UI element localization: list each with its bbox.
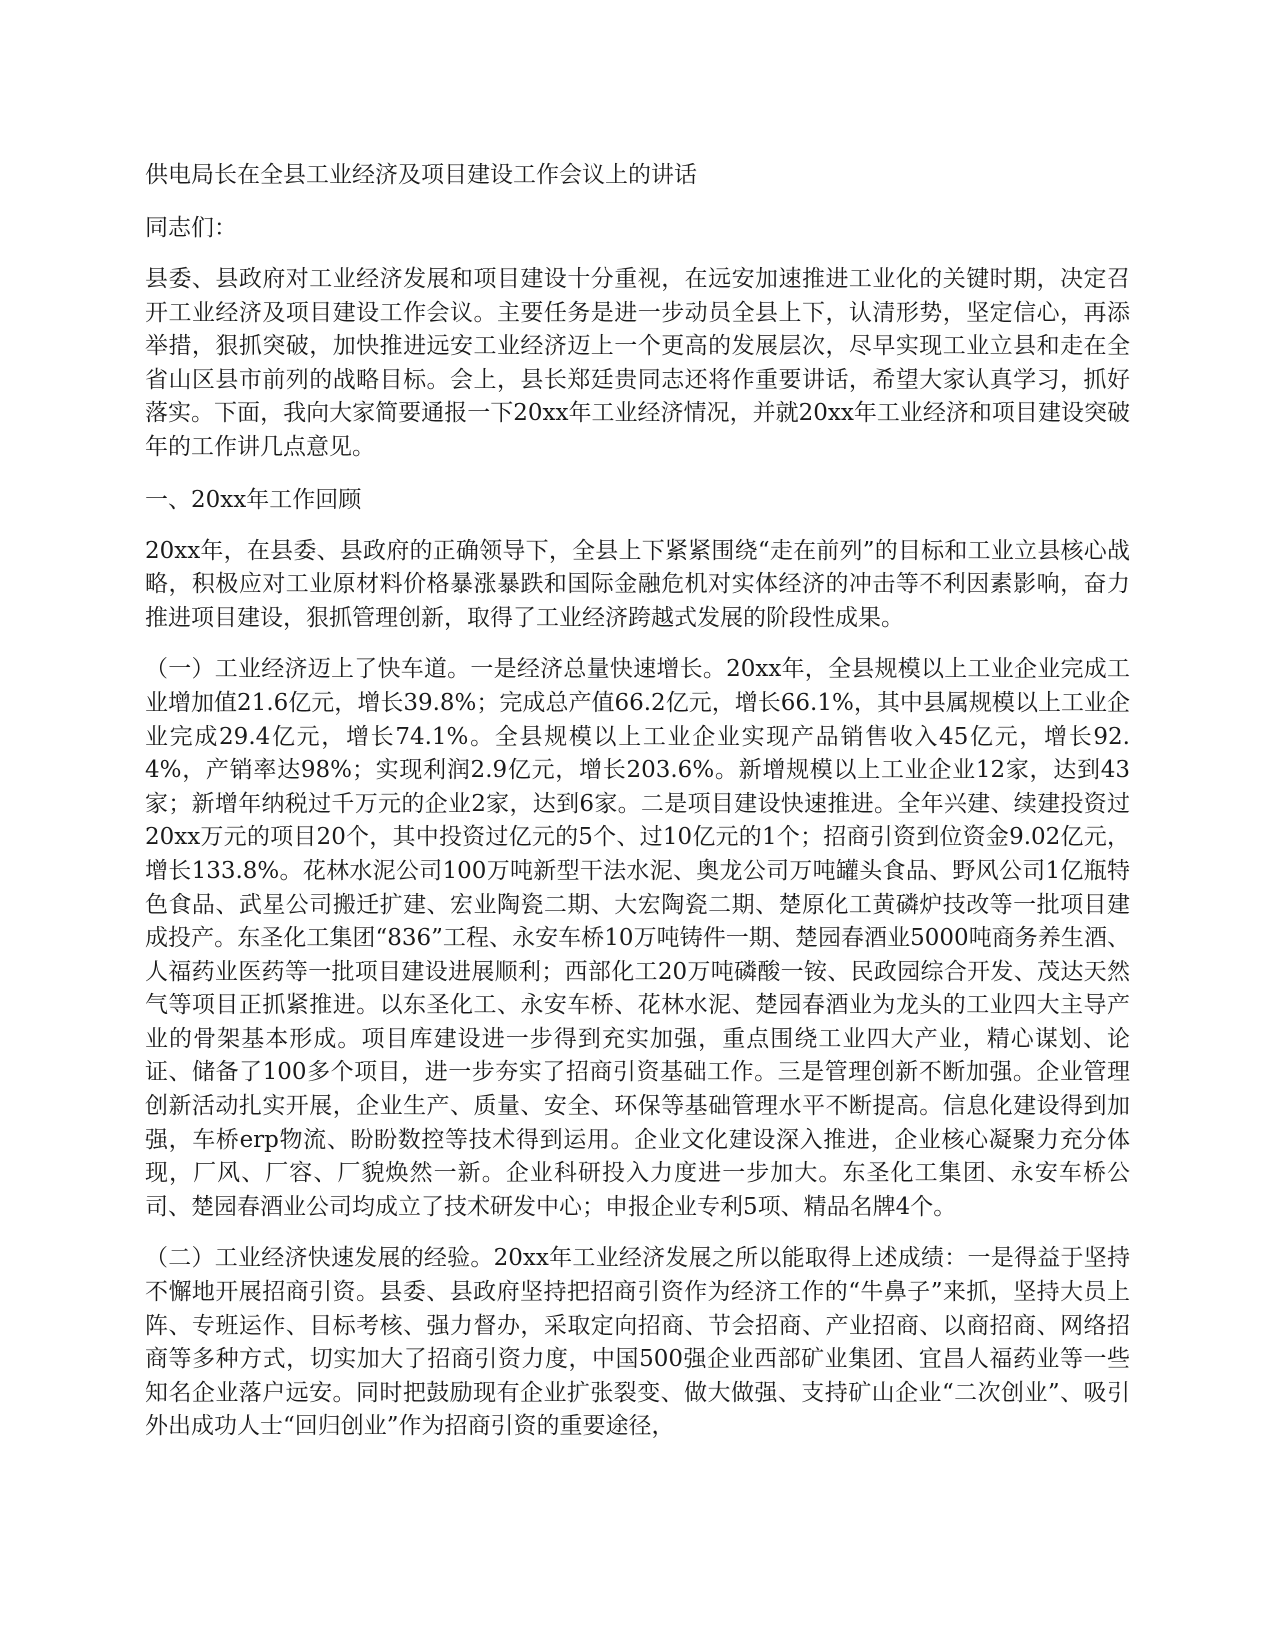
document-page <box>145 158 1130 1462</box>
salutation: 同志们： <box>145 215 237 241</box>
document-title: 供电局长在全县工业经济及项目建设工作会议上的讲话 <box>145 162 697 188</box>
intro-paragraph: 县委、县政府对工业经济发展和项目建设十分重视，在远安加速推进工业化的关键时期，决定召开工业经济及项目建设工作会议。主要任务是进一步动员全县上下，认清形势，坚定信心，再添举措，狠抓突破，加快推进远安工业经济迈上一个更高的发展层次，尽早实现工业立县和走在全省山区县市前列的战略目标。会上，县长郑廷贵同志还将作重要讲话，希望大家认真学习，抓好落实。下面，我向大家简要通报一下20xx年工业经济情况，并就20xx年工业经济和项目建设突破年的工作讲几点意见。 <box>145 266 1130 460</box>
part-two-paragraph: （二）工业经济快速发展的经验。20xx年工业经济发展之所以能取得上述成绩：一是得益于坚持不懈地开展招商引资。县委、县政府坚持把招商引资作为经济工作的“牛鼻子”来抓，坚持大员上阵、专班运作、目标考核、强力督办，采取定向招商、节会招商、产业招商、以商招商、网络招商等多种方式，切实加大了招商引资力度，中国500强企业西部矿业集团、宜昌人福药业等一些知名企业落户远安。同时把鼓励现有企业扩张裂变、做大做强、支持矿山企业“二次创业”、吸引外出成功人士“回归创业”作为招商引资的重要途径， <box>145 1245 1130 1440</box>
section-intro-paragraph: 20xx年，在县委、县政府的正确领导下，全县上下紧紧围绕“走在前列”的目标和工业立县核心战略，积极应对工业原材料价格暴涨暴跌和国际金融危机对实体经济的冲击等不利因素影响，奋力推进项目建设，狠抓管理创新，取得了工业经济跨越式发展的阶段性成果。 <box>145 537 1130 631</box>
part-one-paragraph: （一）工业经济迈上了快车道。一是经济总量快速增长。20xx年，全县规模以上工业企业完成工业增加值21.6亿元，增长39.8%；完成总产值66.2亿元，增长66.1%，其中县属规模以上工业企业完成29.4亿元，增长74.1%。全县规模以上工业企业实现产品销售收入45亿元，增长92.4%，产销率达98%；实现利润2.9亿元，增长203.6%。新增规模以上工业企业12家，达到43家；新增年纳税过千万元的企业2家，达到6家。二是项目建设快速推进。全年兴建、续建投资过20xx万元的项目20个，其中投资过亿元的5个、过10亿元的1个；招商引资到位资金9.02亿元，增长133.8%。花林水泥公司100万吨新型干法水泥、奥龙公司万吨罐头食品、野风公司1亿瓶特色食品、武星公司搬迁扩建、宏业陶瓷二期、大宏陶瓷二期、楚原化工黄磷炉技改等一批项目建成投产。东圣化工集团“836”工程、永安车桥10万吨铸件一期、楚园春酒业5000吨商务养生酒、人福药业医药等一批项目建设进展顺利；西部化工20万吨磷酸一铵、民政园综合开发、茂达天然气等项目正抓紧推进。以东圣化工、永安车桥、花林水泥、楚园春酒业为龙头的工业四大主导产业的骨架基本形成。项目库建设进一步得到充实加强，重点围绕工业四大产业，精心谋划、论证、储备了100多个项目，进一步夯实了招商引资基础工作。三是管理创新不断加强。企业管理创新活动扎实开展，企业生产、质量、安全、环保等基础管理水平不断提高。信息化建设得到加强，车桥erp物流、盼盼数控等技术得到运用。企业文化建设深入推进，企业核心凝聚力充分体现，厂风、厂容、厂貌焕然一新。企业科研投入力度进一步加大。东圣化工集团、永安车桥公司、楚园春酒业公司均成立了技术研发中心；申报企业专利5项、精品名牌4个。 <box>145 656 1130 1220</box>
section-heading: 一、20xx年工作回顾 <box>145 486 362 513</box>
